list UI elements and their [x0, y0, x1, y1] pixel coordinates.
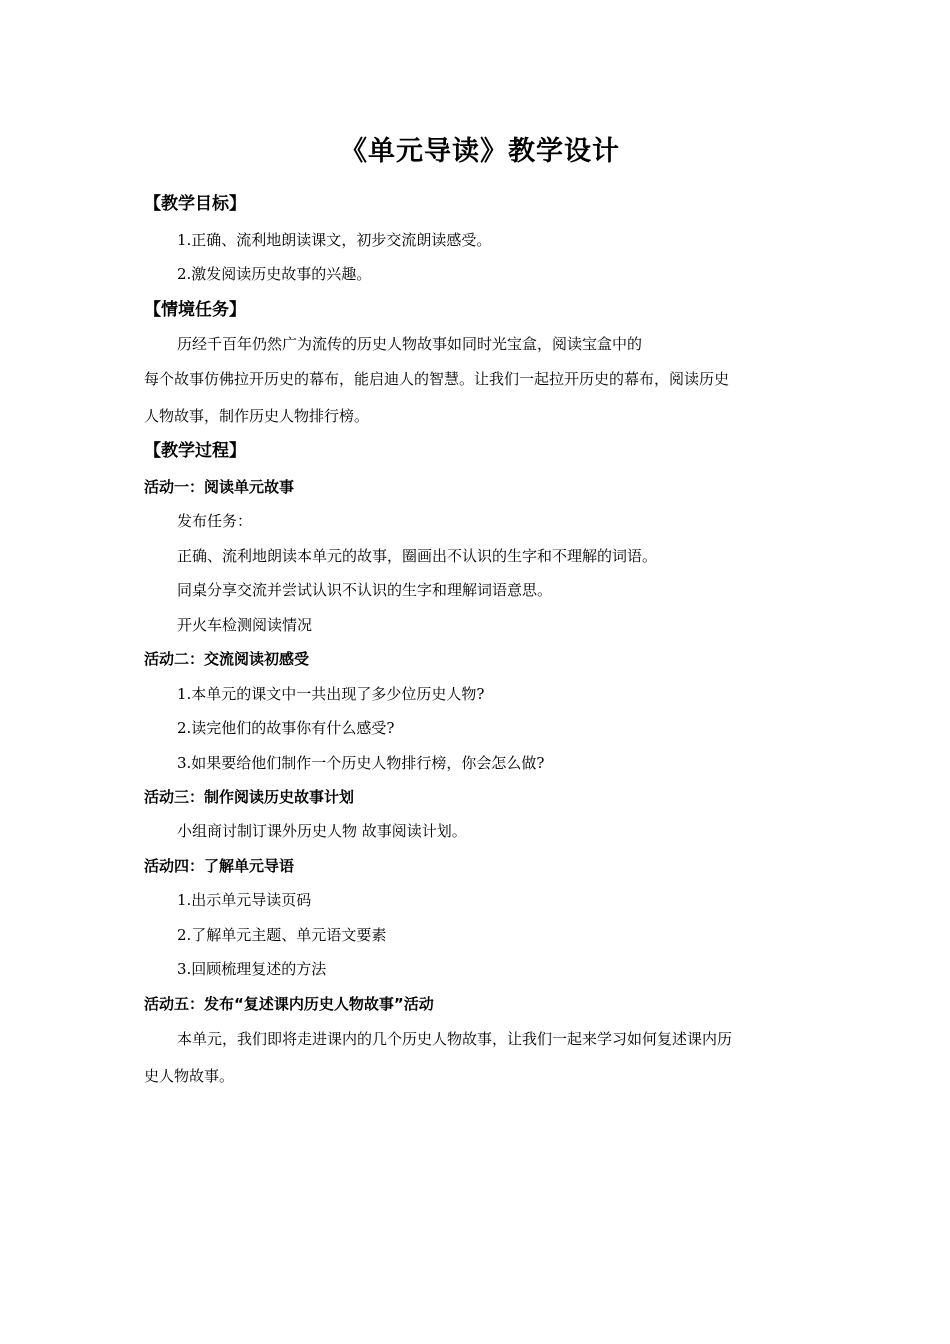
situation-paragraph-line: 历经千百年仍然广为流传的历史人物故事如同时光宝盒，阅读宝盒中的 — [177, 335, 643, 353]
situation-paragraph-line: 人物故事，制作历史人物排行榜。 — [144, 407, 370, 425]
document-title: 《单元导读》教学设计 — [340, 136, 620, 167]
situation-paragraph-line: 每个故事仿佛拉开历史的幕布，能启迪人的智慧。让我们一起拉开历史的幕布，阅读历史 — [144, 370, 730, 388]
section-heading-objectives: 【教学目标】 — [144, 194, 246, 214]
activity-2-line: 2.读完他们的故事你有什么感受? — [177, 719, 395, 737]
activity-heading-4: 活动四：了解单元导语 — [144, 857, 295, 875]
activity-3-line: 小组商讨制订课外历史人物 故事阅读计划。 — [177, 822, 467, 840]
activity-1-line: 同桌分享交流并尝试认识不认识的生字和理解词语意思。 — [177, 581, 553, 599]
activity-5-line: 本单元，我们即将走进课内的几个历史人物故事，让我们一起来学习如何复述课内历 — [177, 1030, 733, 1048]
activity-1-line: 开火车检测阅读情况 — [177, 616, 313, 634]
objective-item: 1.正确、流利地朗读课文，初步交流朗读感受。 — [177, 231, 492, 249]
section-heading-situation: 【情境任务】 — [144, 300, 246, 320]
activity-1-line: 发布任务： — [177, 512, 253, 530]
activity-4-line: 3.回顾梳理复述的方法 — [177, 960, 327, 978]
activity-2-line: 1.本单元的课文中一共出现了多少位历史人物? — [177, 685, 485, 703]
activity-heading-1: 活动一：阅读单元故事 — [144, 478, 295, 496]
activity-4-line: 2.了解单元主题、单元语文要素 — [177, 926, 387, 944]
activity-heading-3: 活动三：制作阅读历史故事计划 — [144, 788, 355, 806]
section-heading-process: 【教学过程】 — [144, 441, 246, 461]
activity-5-line: 史人物故事。 — [144, 1067, 235, 1085]
objective-item: 2.激发阅读历史故事的兴趣。 — [177, 265, 372, 283]
activity-2-line: 3.如果要给他们制作一个历史人物排行榜，你会怎么做? — [177, 754, 545, 772]
activity-1-line: 正确、流利地朗读本单元的故事，圈画出不认识的生字和不理解的词语。 — [177, 547, 658, 565]
activity-4-line: 1.出示单元导读页码 — [177, 891, 312, 909]
activity-heading-5: 活动五：发布“复述课内历史人物故事”活动 — [144, 995, 434, 1013]
activity-heading-2: 活动二：交流阅读初感受 — [144, 650, 310, 668]
